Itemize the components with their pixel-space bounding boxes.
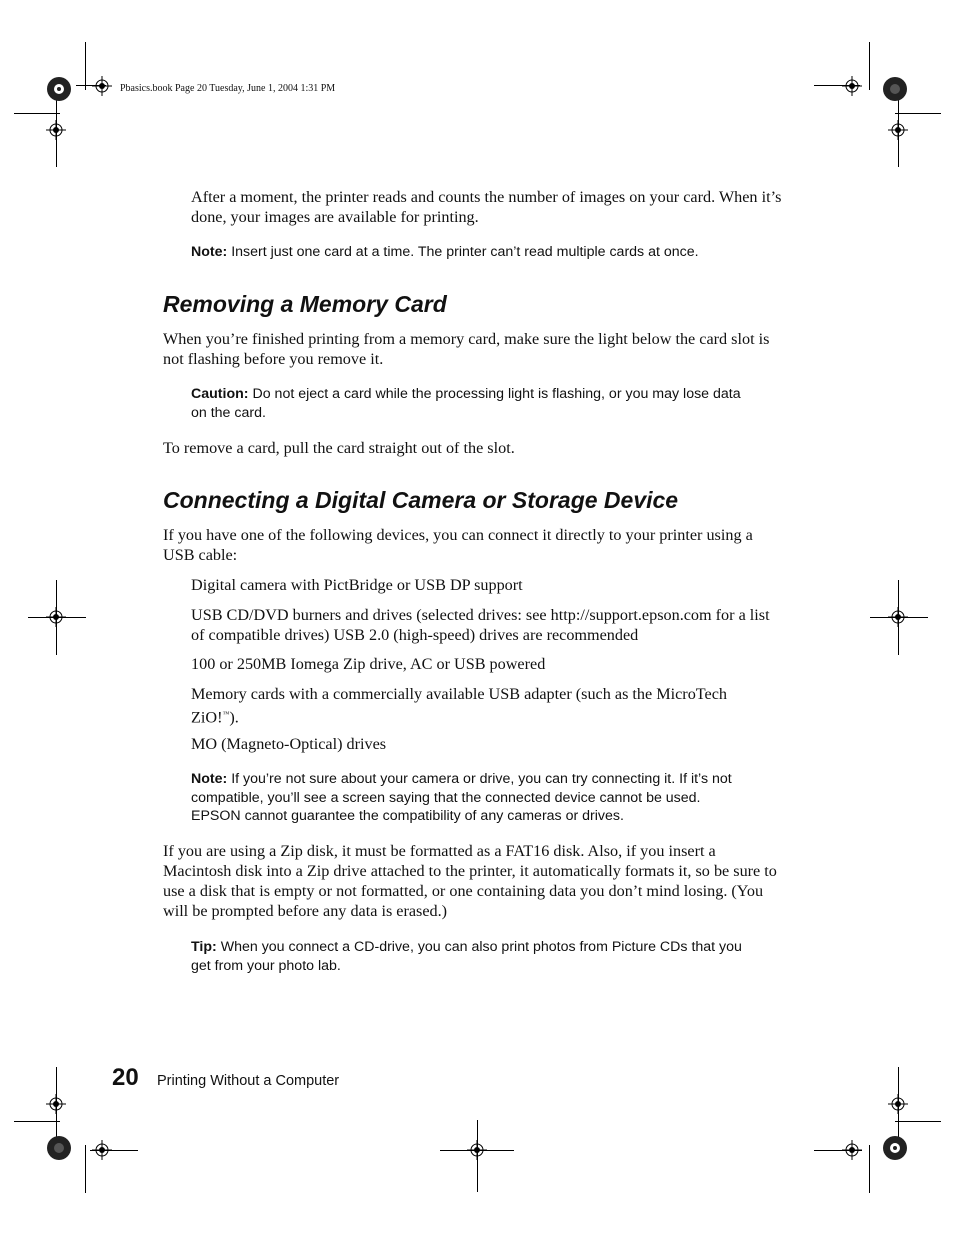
list-item: USB CD/DVD burners and drives (selected drives: see http://support.epson.com for a list of compatible drives) USB 2.0 (high-speed) drives are recommended [191,606,770,644]
note-callout [191,243,791,262]
caution-label: Caution: [191,386,249,402]
list-item-text: Memory cards with a commercially available USB adapter (such as the MicroTech ZiO! [191,685,728,727]
registration-icon [46,1135,72,1161]
crosshair-icon [46,607,66,627]
crosshair-icon [888,1094,908,1114]
note-body: If you’re not sure about your camera or drive, you can try connecting it. If it’s not compatible, you’ll see a screen saying that the connected device cannot be used. EPSON cannot guarantee the compatibility of any cameras or drives. [191,771,732,824]
intro-paragraph: After a moment, the printer reads and counts the number of images on your card. When it’s done, your images are available for printing. [191,188,782,226]
note-label: Note: [191,244,228,260]
list-item [191,684,751,727]
page-number: 20 [112,1064,139,1091]
tip-body: When you connect a CD-drive, you can also print photos from Picture CDs that you get from your photo lab. [191,939,742,974]
tip-callout [191,938,751,975]
removing-paragraph-2: To remove a card, pull the card straight out of the slot. [163,439,515,457]
registration-icon [46,76,72,102]
crosshair-icon [92,1140,112,1160]
print-slug: Pbasics.book Page 20 Tuesday, June 1, 2004 1:31 PM [120,83,336,94]
section-heading: Connecting a Digital Camera or Storage Device [163,487,679,513]
removing-paragraph: When you’re finished printing from a memory card, make sure the light below the card slot is not flashing before you remove it. [163,330,770,368]
note-callout [191,770,751,826]
running-footer: Printing Without a Computer [157,1073,340,1089]
zip-paragraph: If you are using a Zip disk, it must be formatted as a FAT16 disk. Also, if you insert a Macintosh disk into a Zip drive attached to the printer, it automatically formats it, so be sure to use a disk that is empty or not formatted, or one containing data you don’t mind losing. (You will be prompted before any data is erased.) [163,842,777,920]
list-item-end: ). [229,708,239,727]
list-item: MO (Magneto-Optical) drives [191,735,387,753]
crosshair-icon [46,120,66,140]
caution-callout [191,385,751,422]
crosshair-icon [92,76,112,96]
crosshair-icon [842,1140,862,1160]
list-item: 100 or 250MB Iomega Zip drive, AC or USB powered [191,655,546,673]
crosshair-icon [888,607,908,627]
trademark-symbol: ™ [222,710,230,718]
note-label: Note: [191,771,228,787]
crosshair-icon [842,76,862,96]
crosshair-icon [46,1094,66,1114]
crosshair-icon [467,1140,487,1160]
connecting-paragraph: If you have one of the following devices, you can connect it directly to your printer using a USB cable: [163,526,753,564]
registration-icon [882,76,908,102]
registration-icon [882,1135,908,1161]
list-item: Digital camera with PictBridge or USB DP support [191,576,523,594]
caution-body: Do not eject a card while the processing light is flashing, or you may lose data on the card. [191,386,741,421]
crosshair-icon [888,120,908,140]
note-body: Insert just one card at a time. The printer can’t read multiple cards at once. [227,244,699,260]
section-heading: Removing a Memory Card [163,291,447,317]
tip-label: Tip: [191,939,217,955]
